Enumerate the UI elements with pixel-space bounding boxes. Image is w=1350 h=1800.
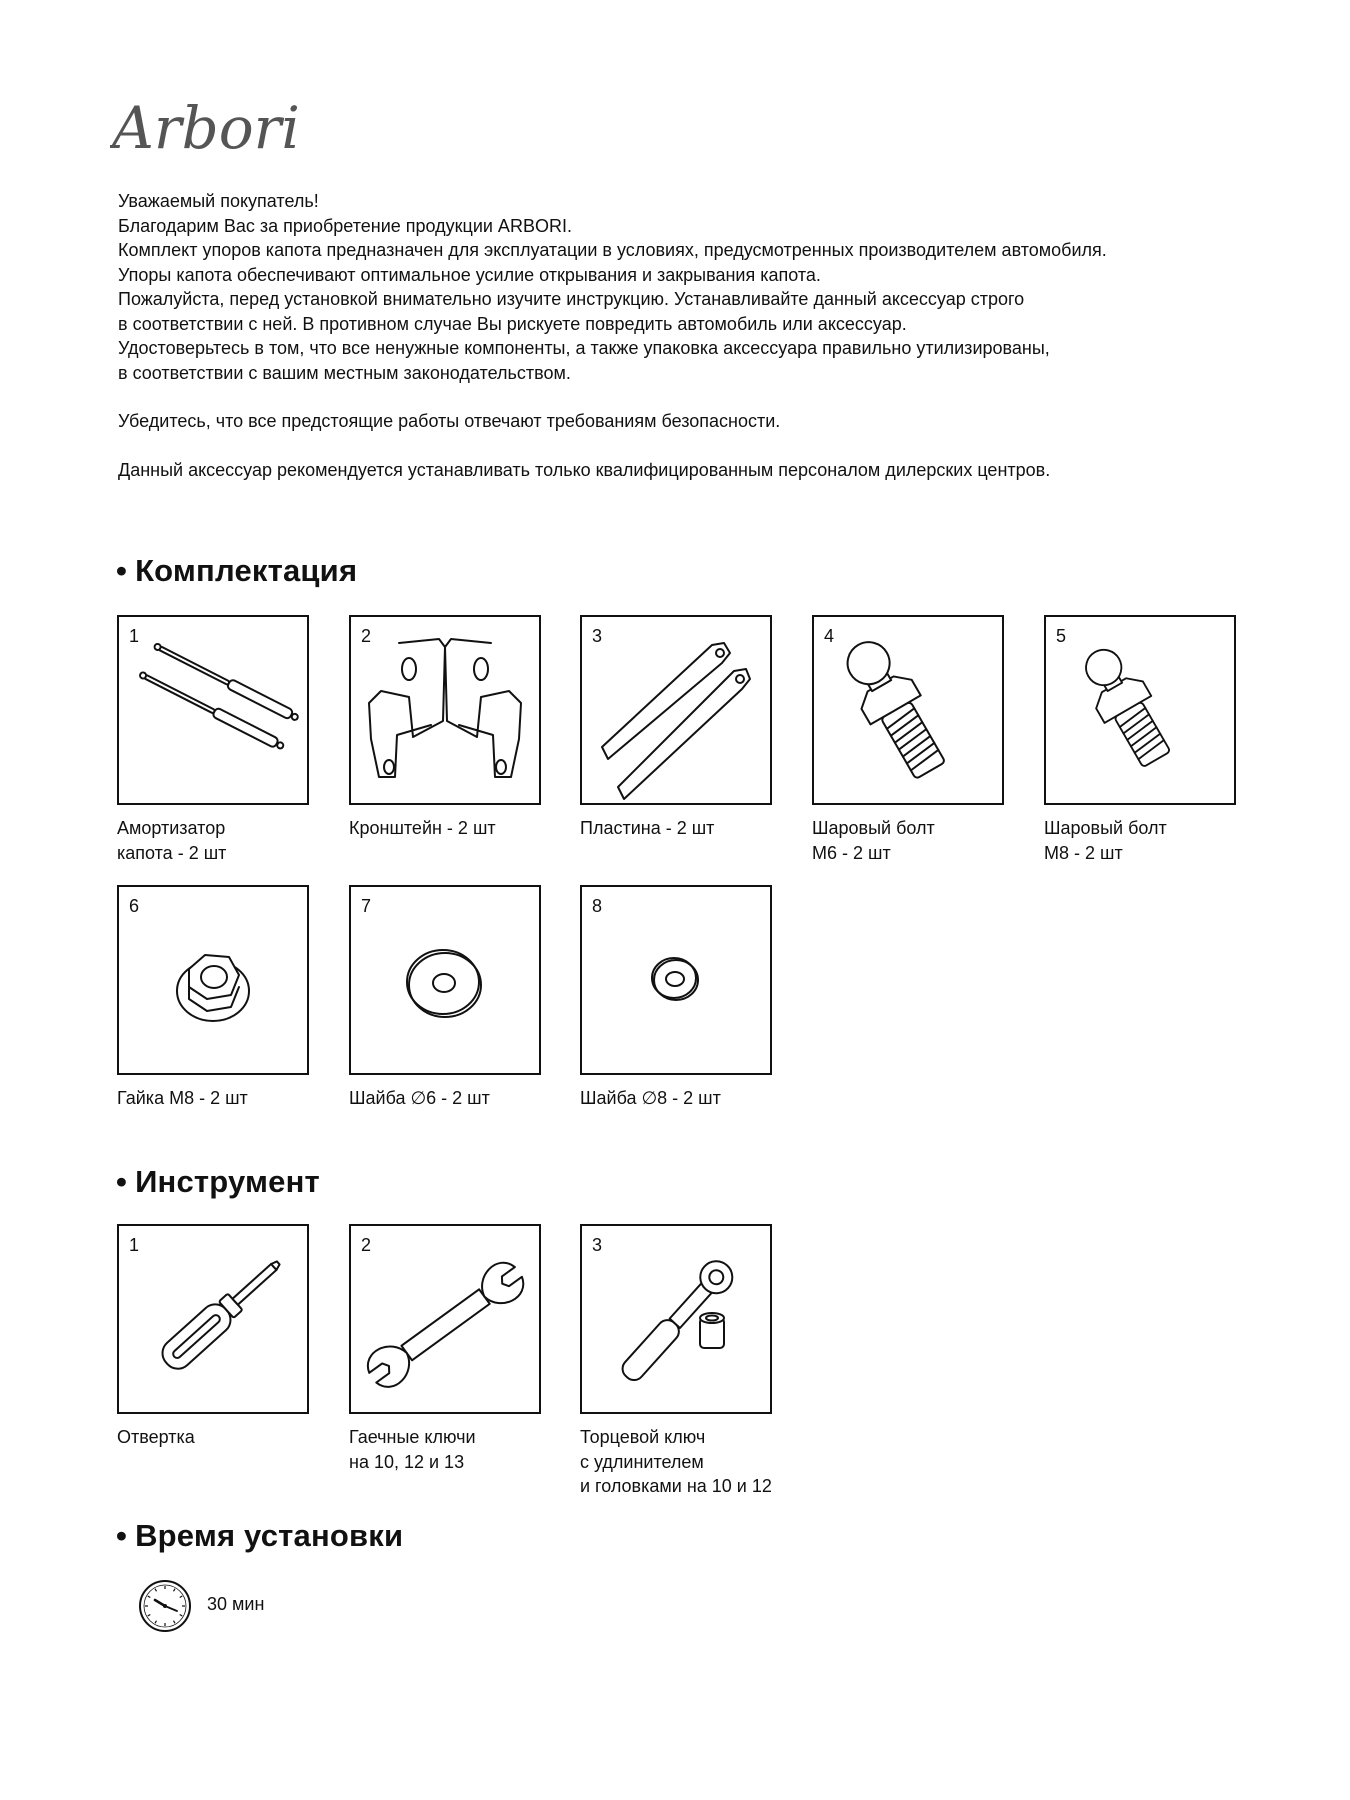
item-number: 7 bbox=[361, 896, 372, 916]
tool-item-1 bbox=[117, 1224, 309, 1414]
item-caption: Гайка М8 - 2 шт bbox=[117, 1088, 248, 1108]
kit-item-2 bbox=[349, 615, 541, 805]
washer-icon bbox=[582, 887, 770, 1073]
item-number: 5 bbox=[1056, 626, 1067, 646]
clock-icon bbox=[137, 1578, 193, 1634]
intro-line: Уважаемый покупатель! bbox=[118, 191, 319, 211]
intro-line: Пожалуйста, перед установкой внимательно изучите инструкцию. Устанавливайте данный аксессуар строго bbox=[118, 289, 1025, 309]
arbori-logo bbox=[110, 86, 310, 166]
ball-bolt-icon bbox=[814, 617, 1002, 803]
safety-note: Убедитесь, что все предстоящие работы отвечают требованиям безопасности. bbox=[118, 411, 781, 431]
item-caption: Шайба ∅8 - 2 шт bbox=[580, 1088, 721, 1108]
item-caption: Торцевой ключ с удлинителем и головками на 10 и 12 bbox=[580, 1427, 772, 1496]
screwdriver-icon bbox=[119, 1226, 307, 1412]
tool-item-3 bbox=[580, 1224, 772, 1414]
intro-text bbox=[118, 189, 1268, 482]
kit-item-3 bbox=[580, 615, 772, 805]
item-number: 6 bbox=[129, 896, 140, 916]
install-time-value: 30 мин bbox=[207, 1594, 265, 1614]
ball-bolt-icon bbox=[1046, 617, 1234, 803]
item-caption: Кронштейн - 2 шт bbox=[349, 818, 496, 838]
kit-item-5 bbox=[1044, 615, 1236, 805]
intro-line: в соответствии с вашим местным законодательством. bbox=[118, 362, 571, 383]
item-number: 4 bbox=[824, 626, 835, 646]
intro-line: Благодарим Вас за приобретение продукции ARBORI. bbox=[118, 215, 572, 236]
tools-heading: • Инструмент bbox=[116, 1164, 320, 1199]
intro-line: Комплект упоров капота предназначен для эксплуатации в условиях, предусмотренных производителем автомобиля. bbox=[118, 240, 1107, 260]
item-caption: Шаровый болт М8 - 2 шт bbox=[1044, 818, 1167, 863]
gas-strut-icon bbox=[119, 617, 307, 803]
item-caption: Амортизатор капота - 2 шт bbox=[117, 818, 227, 863]
item-number: 3 bbox=[592, 1235, 603, 1255]
item-caption: Гаечные ключи на 10, 12 и 13 bbox=[349, 1427, 476, 1472]
wrench-icon bbox=[351, 1226, 539, 1412]
item-caption: Шаровый болт М6 - 2 шт bbox=[812, 818, 935, 863]
install-time-heading: • Время установки bbox=[116, 1518, 404, 1553]
washer-icon bbox=[351, 887, 539, 1073]
plate-icon bbox=[582, 617, 770, 803]
svg-text:Arbori: Arbori bbox=[112, 94, 300, 162]
socket-wrench-icon bbox=[582, 1226, 770, 1412]
intro-line: в соответствии с ней. В противном случае Вы рискуете повредить автомобиль или аксессуар. bbox=[118, 313, 907, 334]
nut-icon bbox=[119, 887, 307, 1073]
kit-item-7 bbox=[349, 885, 541, 1075]
kit-item-1 bbox=[117, 615, 309, 805]
item-caption: Отвертка bbox=[117, 1427, 195, 1447]
item-number: 8 bbox=[592, 896, 603, 916]
kit-heading: • Комплектация bbox=[116, 553, 358, 588]
item-number: 1 bbox=[129, 1235, 140, 1255]
tool-item-2 bbox=[349, 1224, 541, 1414]
item-caption: Шайба ∅6 - 2 шт bbox=[349, 1088, 490, 1108]
intro-line: Удостоверьтесь в том, что все ненужные компоненты, а также упаковка аксессуара правильно утилизированы, bbox=[118, 338, 1050, 358]
item-number: 1 bbox=[129, 626, 140, 646]
kit-item-4 bbox=[812, 615, 1004, 805]
dealer-note: Данный аксессуар рекомендуется устанавливать только квалифицированным персоналом дилерских центров. bbox=[118, 459, 1051, 480]
intro-line: Упоры капота обеспечивают оптимальное усилие открывания и закрывания капота. bbox=[118, 264, 821, 285]
item-number: 2 bbox=[361, 626, 372, 646]
item-number: 3 bbox=[592, 626, 603, 646]
kit-item-6 bbox=[117, 885, 309, 1075]
item-number: 2 bbox=[361, 1235, 372, 1255]
bracket-icon bbox=[351, 617, 539, 803]
item-caption: Пластина - 2 шт bbox=[580, 818, 715, 838]
kit-item-8 bbox=[580, 885, 772, 1075]
